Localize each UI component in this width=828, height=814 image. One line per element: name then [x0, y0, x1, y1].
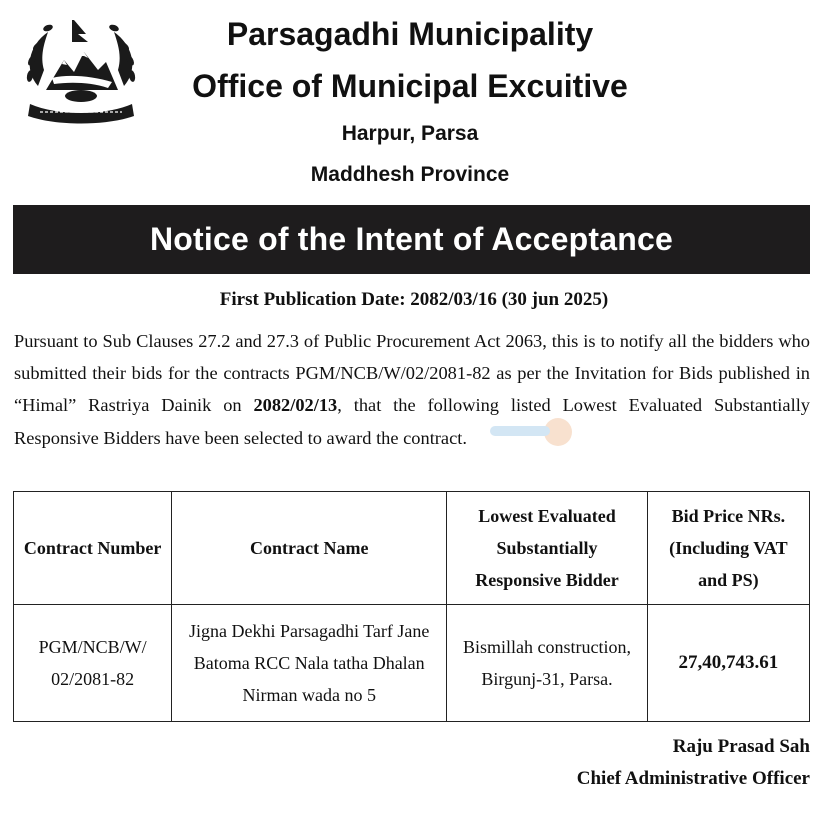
notice-header: [0, 0, 828, 200]
municipality-name: Parsagadhi Municipality: [226, 16, 594, 52]
office-address: Harpur, Parsa: [341, 122, 479, 145]
cell-bidder: Bismillah construction, Birgunj-31, Parsa.: [447, 605, 648, 722]
notice-title-banner: [13, 205, 810, 274]
notice-title: Notice of the Intent of Acceptance: [149, 221, 673, 257]
office-name: Office of Municipal Excuitive: [192, 68, 628, 104]
notice-body-paragraph: [14, 325, 810, 454]
province-name: Maddhesh Province: [310, 163, 510, 186]
table-row: [14, 605, 810, 722]
signatory-name: Raju Prasad Sah: [672, 736, 810, 757]
body-text-part2: , that the following listed Lowest Evaluated Substantially Responsive Bidders have been selected to award the contract.: [14, 395, 810, 448]
signatory-title: Chief Administrative Officer: [576, 768, 810, 789]
body-text-part1: Pursuant to Sub Clauses 27.2 and 27.3 of Public Procurement Act 2063, this is to notify all the bidders who submitted their bids for the contracts PGM/NCB/W/02/2081-82 as per the Invitation for Bids published in “Himal” Rastriya Dainik on: [14, 331, 810, 416]
watermark-logo-icon: [486, 408, 596, 454]
header-bidder: Lowest Evaluated Substantially Responsive Bidder: [447, 492, 648, 605]
contract-table: [13, 491, 810, 722]
cell-contract-number: PGM/NCB/W/ 02/2081-82: [14, 605, 172, 722]
header-bid-price: Bid Price NRs. (Including VAT and PS): [647, 492, 809, 605]
table-header-row: [14, 492, 810, 605]
body-date-bold: 2082/02/13: [253, 395, 338, 416]
cell-bid-price: 27,40,743.61: [647, 605, 809, 722]
publication-date: First Publication Date: 2082/03/16 (30 jun 2025): [219, 289, 609, 310]
cell-contract-name: Jigna Dekhi Parsagadhi Tarf Jane Batoma RCC Nala tatha Dhalan Nirman wada no 5: [172, 605, 447, 722]
header-contract-name: Contract Name: [172, 492, 447, 605]
header-contract-number: Contract Number: [14, 492, 172, 605]
